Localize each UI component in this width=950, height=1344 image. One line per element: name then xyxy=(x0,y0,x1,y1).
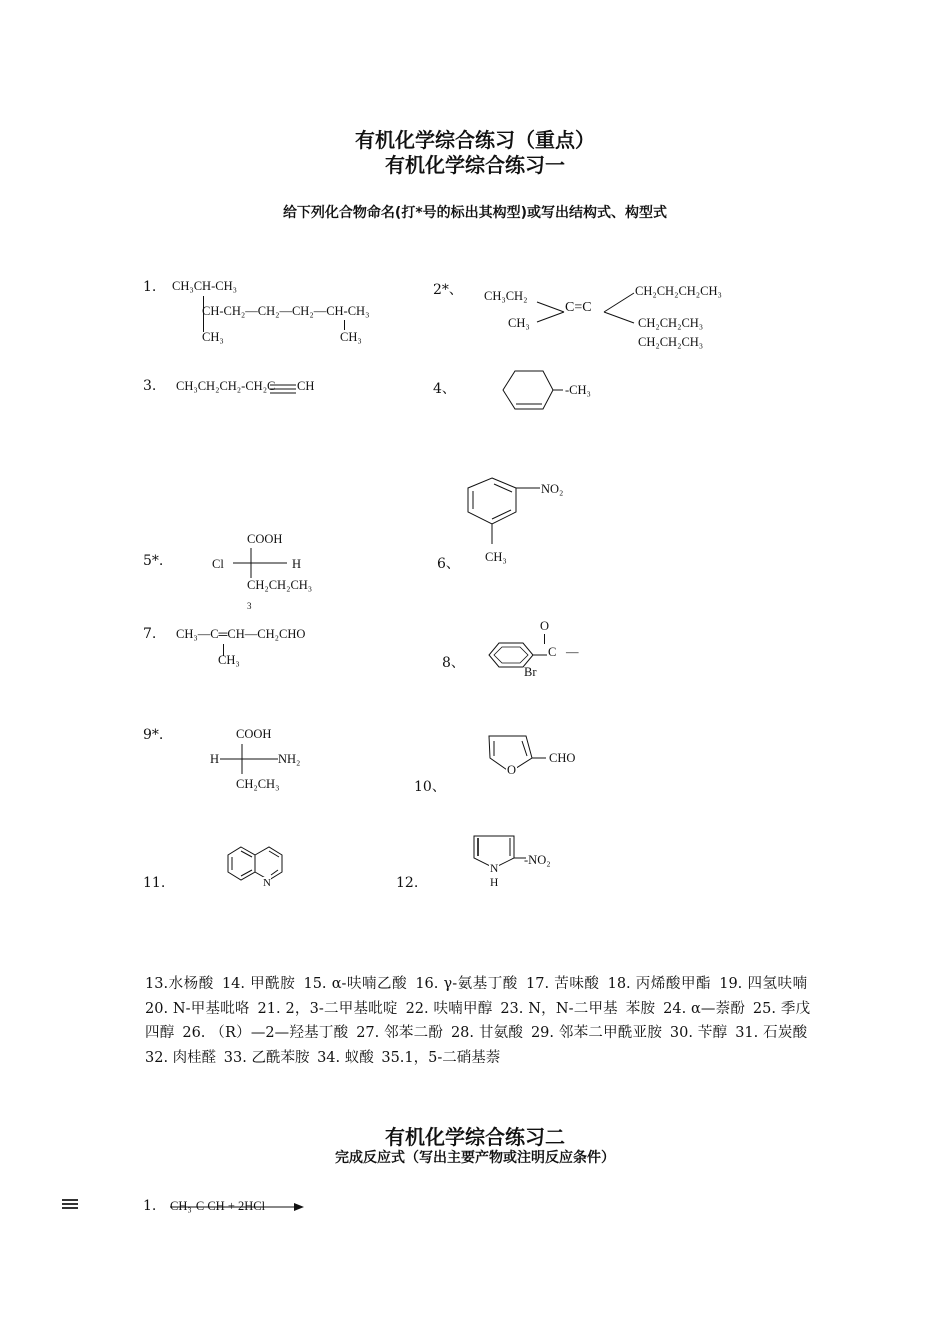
list-item: 14. 甲酰胺 xyxy=(221,976,296,992)
list-item: 23. N，N-二甲基 xyxy=(500,1000,618,1017)
struct11-quinoline xyxy=(225,842,289,892)
struct6-nitro: NO₂ xyxy=(541,482,564,496)
list-item: 18. 丙烯酸甲酯 xyxy=(607,976,712,992)
struct6-methyl: CH₃ xyxy=(485,550,507,564)
menu-icon[interactable] xyxy=(62,1199,78,1211)
list-item: 13.水杨酸 xyxy=(145,976,214,992)
item-number-10: 10、 xyxy=(414,779,446,795)
struct5-bottom: CH₂CH₂CH₃ xyxy=(247,578,313,592)
struct3-chain: CH₃CH₂CH₂-CH₂C xyxy=(176,379,276,393)
struct8-bromo: Br xyxy=(524,665,537,679)
struct3-end: CH xyxy=(297,379,315,393)
struct5-right: H xyxy=(292,557,302,571)
struct9-left: H xyxy=(210,752,220,766)
list-item: 16. γ-氨基丁酸 xyxy=(415,976,518,992)
list-item: 25. 季戊四醇 xyxy=(145,1000,811,1041)
page-title: 有机化学综合练习（重点） xyxy=(355,128,595,152)
instruction-1: 给下列化合物命名(打*号的标出其构型)或写出结构式、构型式 xyxy=(282,205,668,221)
list-item: 33. 乙酰苯胺 xyxy=(223,1049,310,1066)
struct1-main: CH-CH₂—CH₂—CH₂—CH-CH₃ xyxy=(202,304,370,318)
section-title-2: 有机化学综合练习二 xyxy=(385,1125,565,1149)
names-paragraph xyxy=(145,972,810,1070)
list-item: 21. 2，3-二甲基吡啶 xyxy=(257,1000,398,1017)
item-number-4: 4、 xyxy=(433,381,456,397)
list-item: 19. 四氢呋喃 xyxy=(719,976,808,992)
struct1-bond-2 xyxy=(344,320,345,330)
reaction-text: CH₃-C CH + 2HCl xyxy=(170,1199,266,1213)
list-item: 22. 呋喃甲醇 xyxy=(405,1000,493,1017)
struct2-right-3: CH₂CH₂CH₃ xyxy=(638,335,704,349)
list-item: 26. （R）—2—羟基丁酸 xyxy=(182,1025,349,1041)
item-number-5: 5*. xyxy=(143,553,164,569)
list-item: 苯胺 xyxy=(625,1000,656,1017)
struct3-triple-bond xyxy=(270,382,300,396)
struct1-branch-2: CH₃ xyxy=(340,330,362,344)
struct5-top: COOH xyxy=(247,532,283,546)
list-item: 15. α-呋喃乙酸 xyxy=(303,976,408,992)
struct5-extra: 3 xyxy=(247,601,252,611)
section-title-1: 有机化学综合练习一 xyxy=(385,153,565,177)
list-item: 31. 石炭酸 xyxy=(735,1025,808,1041)
struct8-dash: — xyxy=(566,645,579,659)
struct8-co-bond xyxy=(544,634,545,644)
struct4-methyl: -CH₃ xyxy=(565,383,591,397)
struct4-ring xyxy=(495,365,565,415)
struct5-left: Cl xyxy=(212,557,224,571)
list-item: 30. 苄醇 xyxy=(669,1025,728,1041)
list-item: 29. 邻苯二甲酰亚胺 xyxy=(530,1025,663,1041)
item-number-3: 3. xyxy=(143,378,157,394)
item-number-2: 2*、 xyxy=(433,282,463,298)
struct9-top: COOH xyxy=(236,727,272,741)
item-number-1: 1. xyxy=(143,279,157,295)
struct9-right: NH₂ xyxy=(278,752,301,766)
struct12-nitrogen: N xyxy=(490,863,499,875)
item-number-8: 8、 xyxy=(442,655,465,671)
list-item: 32. 肉桂醛 xyxy=(145,1049,217,1066)
struct1-top: CH₃CH-CH₃ xyxy=(172,279,237,293)
list-item: 17. 苦味酸 xyxy=(526,976,600,992)
struct12-hydrogen: H xyxy=(490,877,499,889)
struct8-oxygen: O xyxy=(540,619,550,633)
list-item: 34. 蚁酸 xyxy=(317,1049,374,1066)
struct7-branch: CH₃ xyxy=(218,653,240,667)
struct2-right-2: CH₂CH₂CH₃ xyxy=(638,316,704,330)
reaction-arrow xyxy=(170,1200,310,1214)
list-item: 28. 甘氨酸 xyxy=(450,1025,524,1041)
struct5-cross xyxy=(225,548,295,580)
struct10-oxygen: O xyxy=(507,763,517,777)
struct2-right-1: CH₂CH₂CH₂CH₃ xyxy=(635,284,722,298)
struct12-nitro: -NO₂ xyxy=(524,853,551,867)
instruction-2: 完成反应式（写出主要产物或注明反应条件） xyxy=(335,1150,615,1166)
list-item: 20. N-甲基吡咯 xyxy=(145,1000,250,1017)
struct7-chain: CH₃—C═CH—CH₂CHO xyxy=(176,627,306,641)
struct6-benzene xyxy=(462,472,552,562)
struct9-bottom: CH₂CH₃ xyxy=(236,777,280,791)
struct9-cross xyxy=(216,744,286,776)
struct2-left-2: CH₃ xyxy=(508,316,530,330)
struct10-aldehyde: CHO xyxy=(549,751,576,765)
struct11-nitrogen: N xyxy=(263,877,271,889)
item-number-9: 9*. xyxy=(143,727,164,743)
item-number-6: 6、 xyxy=(437,556,460,572)
struct8-carbon: C xyxy=(548,645,557,659)
item-number-7: 7. xyxy=(143,626,157,642)
reaction-number: 1. xyxy=(143,1198,157,1214)
item-number-11: 11. xyxy=(143,875,166,891)
list-item: 24. α—萘酚 xyxy=(663,1000,746,1017)
struct2-center: C=C xyxy=(565,300,592,315)
struct10-furan xyxy=(484,728,554,780)
item-number-12: 12. xyxy=(396,875,419,891)
list-item: 27. 邻苯二酚 xyxy=(356,1025,444,1041)
struct2-left-1: CH₃CH₂ xyxy=(484,289,528,303)
struct1-branch-1: CH₃ xyxy=(202,330,224,344)
list-item: 35.1，5-二硝基萘 xyxy=(381,1049,501,1066)
